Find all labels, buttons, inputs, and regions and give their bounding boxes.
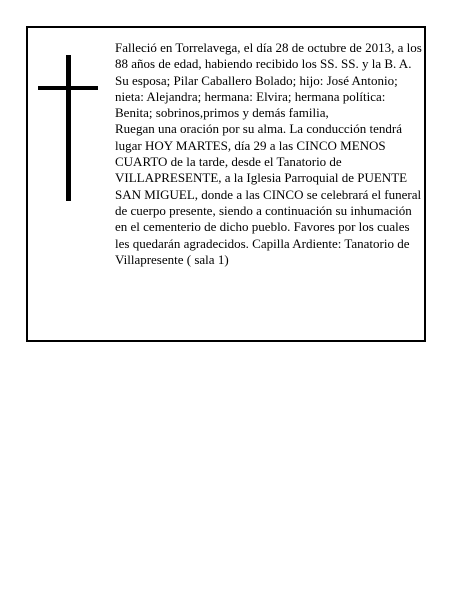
notice-text	[115, 40, 423, 268]
cross-icon	[38, 55, 98, 201]
family-list: Su esposa; Pilar Caballero Bolado; hijo: José Antonio; nieta: Alejandra; hermana: Elvira; hermana política: Benita; sobrinos,primos y demás familia,	[115, 72, 398, 121]
cross-horizontal-bar	[38, 86, 98, 90]
death-announcement: Falleció en Torrelavega, el día 28 de octubre de 2013, a los 88 años de edad, habiendo recibido los SS. SS. y la B. A.	[115, 40, 422, 72]
cross-vertical-bar	[66, 55, 71, 201]
obituary-notice	[26, 26, 426, 342]
funeral-details: Ruegan una oración por su alma. La conducción tendrá lugar HOY MARTES, día 29 a las CINCO MENOS CUARTO de la tarde, desde el Tanatorio de VILLAPRESENTE, a la Iglesia Parroquial de PUENTE SAN MIGUEL, donde a las CINCO se celebrará el funeral de cuerpo presente, siendo a continuación su inhumación en el cementerio de dicho pueblo. Favores por los cuales les quedarán agradecidos. Capilla Ardiente: Tanatorio de Villapresente ( sala 1)	[115, 121, 422, 267]
